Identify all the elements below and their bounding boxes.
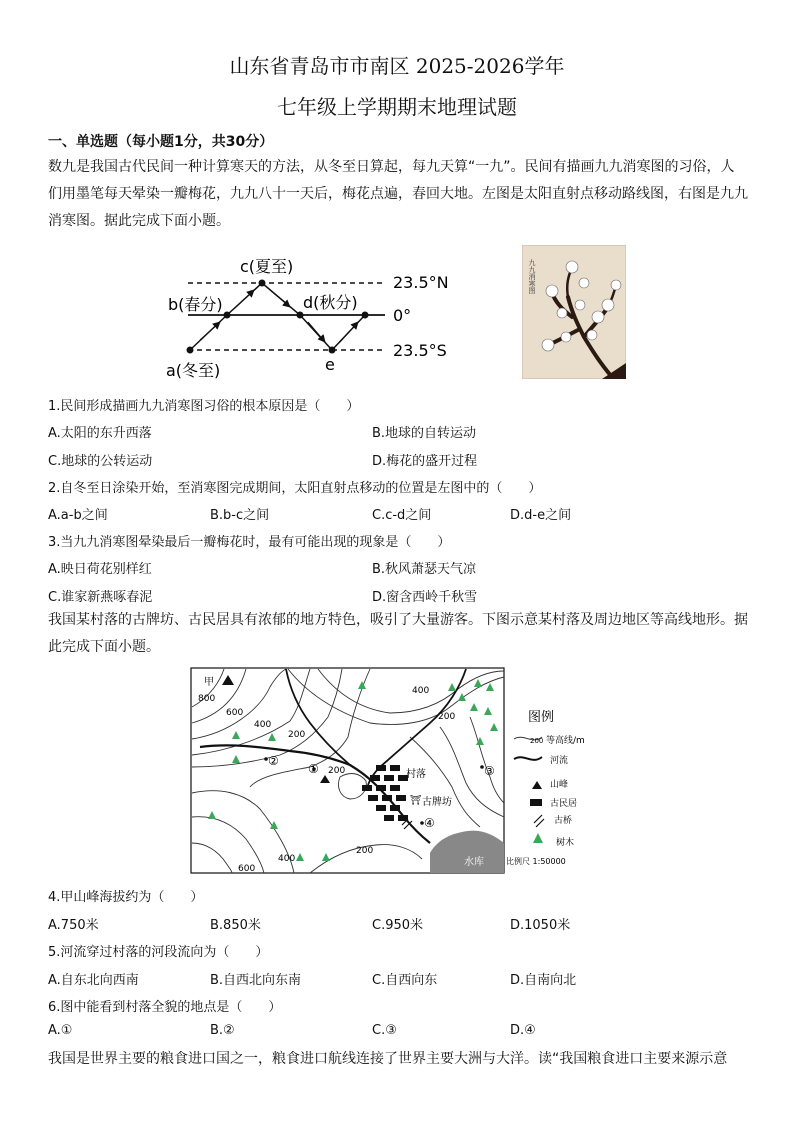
q3-option-a[interactable]: A.映日荷花别样红 (48, 562, 152, 577)
svg-text:200: 200 (288, 730, 306, 740)
intro-paragraph-1: 数九是我国古代民间一种计算寒天的方法，从冬至日算起，每九天算“一九”。民间有描画九九消寒图的习俗，人们用墨笔每天晕染一瓣梅花，九九八十一天后，梅花点遍，春回大地。左图是太阳直射点移动路线图，右图是九九消寒图。据此完成下面小题。 (48, 159, 748, 229)
plum-title: 九九消寒图 (528, 259, 536, 294)
q6-option-c[interactable]: C.③ (372, 1023, 397, 1038)
q4-option-a[interactable]: A.750米 (48, 918, 99, 933)
q5-stem: 5.河流穿过村落的河段流向为（ ） (48, 945, 269, 960)
label-23n: 23.5°N (393, 273, 449, 292)
q5-option-d[interactable]: D.自南向北 (510, 973, 577, 988)
q1-option-c[interactable]: C.地球的公转运动 (48, 454, 153, 469)
q3-option-c[interactable]: C.谁家新燕啄春泥 (48, 590, 153, 605)
q1-option-d[interactable]: D.梅花的盛开过程 (372, 454, 478, 469)
q5-option-c[interactable]: C.自西向东 (372, 973, 438, 988)
reservoir-label: 水库 (464, 857, 484, 868)
point-2: ② (268, 754, 279, 768)
q4-stem: 4.甲山峰海拔约为（ ） (48, 890, 204, 905)
svg-text:400: 400 (278, 854, 296, 864)
q1-option-b[interactable]: B.地球的自转运动 (372, 426, 477, 441)
q1-stem: 1.民间形成描画九九消寒图习俗的根本原因是（ ） (48, 399, 360, 414)
svg-text:200: 200 (356, 846, 374, 856)
svg-text:800: 800 (198, 694, 216, 704)
svg-text:600: 600 (226, 708, 244, 718)
legend-river: 河流 (550, 756, 569, 766)
sun-direct-point-diagram (160, 250, 460, 385)
label-c: c(夏至) (240, 257, 294, 276)
q3-stem: 3.当九九消寒图晕染最后一瓣梅花时，最有可能出现的现象是（ ） (48, 535, 451, 550)
q4-option-c[interactable]: C.950米 (372, 918, 424, 933)
svg-text:200: 200 (328, 766, 346, 776)
label-equator: 0° (393, 306, 412, 325)
archway-label: 古牌坊 (422, 797, 452, 808)
q3-option-d[interactable]: D.窗含西岭千秋雪 (372, 590, 478, 605)
q4-option-b[interactable]: B.850米 (210, 918, 261, 933)
q5-option-a[interactable]: A.自东北向西南 (48, 973, 139, 988)
svg-text:400: 400 (412, 686, 430, 696)
title-line1: 山东省青岛市市南区 2025-2026学年 (229, 54, 565, 78)
section-heading: 一、单选题（每小题1分，共30分） (48, 134, 274, 150)
q6-stem: 6.图中能看到村落全貌的地点是（ ） (48, 1000, 282, 1015)
intro-paragraph-3: 我国是世界主要的粮食进口国之一，粮食进口航线连接了世界主要大洲与大洋。读“我国粮食进口主要来源示意 (48, 1051, 728, 1067)
point-4: ④ (424, 816, 435, 830)
contour-map (190, 667, 590, 877)
plum-blossom-picture (522, 245, 626, 379)
point-1: ① (308, 762, 319, 776)
intro-paragraph-2: 我国某村落的古牌坊、古民居具有浓郁的地方特色，吸引了大量游客。下图示意某村落及周边地区等高线地形。据此完成下面小题。 (48, 612, 748, 655)
svg-text:600: 600 (238, 864, 256, 874)
peak-jia-label: 甲 (204, 677, 214, 688)
label-e: e (325, 355, 335, 374)
legend-tree: 树木 (556, 838, 575, 848)
legend-house: 古民居 (550, 799, 578, 809)
legend-scale: 比例尺 1:50000 (506, 857, 566, 866)
q4-option-d[interactable]: D.1050米 (510, 918, 571, 933)
title-line2: 七年级上学期期末地理试题 (277, 95, 517, 119)
label-a: a(冬至) (166, 361, 221, 380)
q5-option-b[interactable]: B.自西北向东南 (210, 973, 302, 988)
label-d: d(秋分) (303, 293, 358, 312)
q6-option-a[interactable]: A.① (48, 1023, 73, 1038)
svg-text:200: 200 (530, 737, 544, 745)
q3-option-b[interactable]: B.秋风萧瑟天气凉 (372, 562, 477, 577)
legend-bridge: 古桥 (554, 816, 573, 826)
q6-option-b[interactable]: B.② (210, 1023, 235, 1038)
label-23s: 23.5°S (393, 341, 447, 360)
archway-symbol: ⛩ (410, 796, 422, 806)
village-label: 村落 (406, 769, 426, 780)
q2-option-c[interactable]: C.c-d之间 (372, 508, 432, 523)
svg-text:200: 200 (438, 712, 456, 722)
q2-option-a[interactable]: A.a-b之间 (48, 508, 108, 523)
q6-option-d[interactable]: D.④ (510, 1023, 536, 1038)
legend-peak: 山峰 (550, 780, 569, 790)
legend-title: 图例 (528, 710, 555, 725)
point-3: ③ (484, 764, 495, 778)
q1-option-a[interactable]: A.太阳的东升西落 (48, 426, 152, 441)
q2-option-d[interactable]: D.d-e之间 (510, 508, 572, 523)
svg-text:400: 400 (254, 720, 272, 730)
legend-contour: 等高线/m (546, 736, 585, 746)
q2-stem: 2.自冬至日涂染开始，至消寒图完成期间，太阳直射点移动的位置是左图中的（ ） (48, 481, 542, 496)
q2-option-b[interactable]: B.b-c之间 (210, 508, 270, 523)
label-b: b(春分) (168, 295, 223, 314)
